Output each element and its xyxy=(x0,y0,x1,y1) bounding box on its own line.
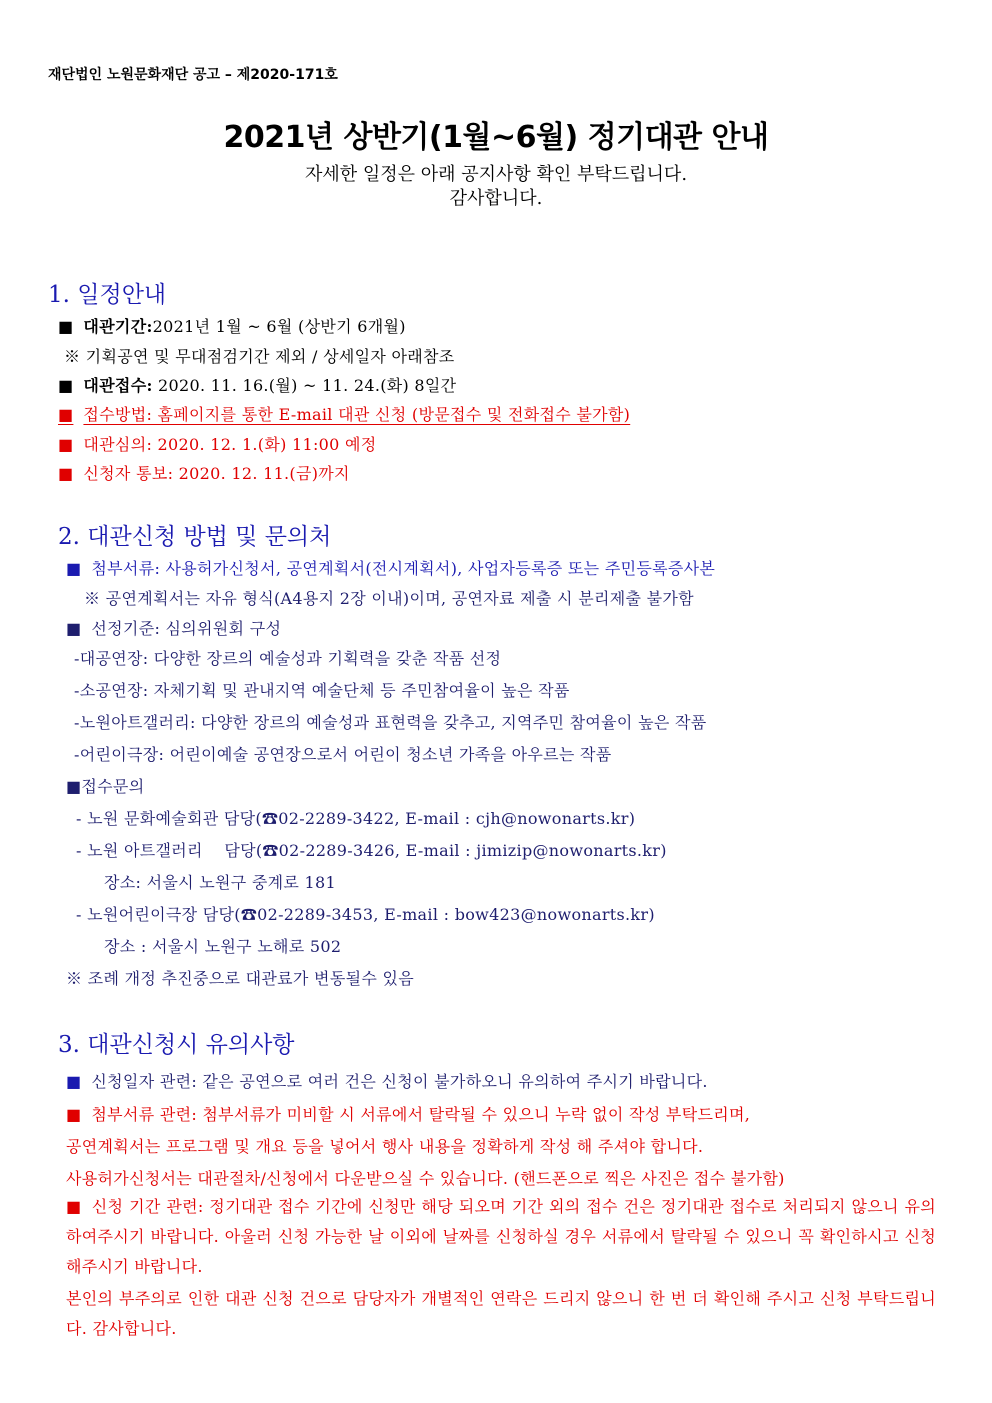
square-bullet-icon: ■ xyxy=(66,559,82,578)
contact-1: - 노원 문화예술회관 담당(☎02-2289-3422, E-mail : cjh@nowonarts.kr) xyxy=(76,809,636,828)
criteria-item: -대공연장: 다양한 장르의 예술성과 기획력을 갖춘 작품 선정 xyxy=(74,649,502,668)
contact-3: - 노원어린이극장 담당(☎02-2289-3453, E-mail : bow423@nowonarts.kr) xyxy=(76,905,655,924)
period-label: 대관기간: xyxy=(83,317,153,336)
review-text: 대관심의: 2020. 12. 1.(화) 11:00 예정 xyxy=(83,435,377,454)
date-note-text: 신청일자 관련: 같은 공연으로 여러 건은 신청이 불가하오니 유의하여 주시기 바랍니다. xyxy=(91,1072,708,1091)
section-3-heading: 3. 대관신청시 유의사항 xyxy=(58,1032,295,1058)
fee-note: ※ 조례 개정 추진중으로 대관료가 변동될수 있음 xyxy=(66,969,414,988)
reception-value: 2020. 11. 16.(월) ~ 11. 24.(화) 8일간 xyxy=(152,376,457,395)
inquiry-text: 접수문의 xyxy=(81,777,145,796)
contact-2: - 노원 아트갤러리 담당(☎02-2289-3426, E-mail : jimizip@nowonarts.kr) xyxy=(76,841,667,860)
criteria-item: -노원아트갤러리: 다양한 장르의 예술성과 표현력을 갖추고, 지역주민 참여율이 높은 작품 xyxy=(74,713,707,732)
docs-note: ※ 공연계획서는 자유 형식(A4용지 2장 이내)이며, 공연자료 제출 시 분리제출 불가함 xyxy=(84,589,694,608)
square-bullet-icon: ■ xyxy=(58,405,74,424)
doc-note-text-1: 첨부서류 관련: 첨부서류가 미비할 시 서류에서 탈락될 수 있으니 누락 없이 작성 부탁드리며, xyxy=(91,1105,751,1124)
date-note-line xyxy=(66,1069,708,1092)
subtitle-line-1: 자세한 일정은 아래 공지사항 확인 부탁드립니다. xyxy=(304,164,688,185)
period-note-text: 신청 기간 관련: 정기대관 접수 기간에 신청만 해당 되오며 기간 외의 접수 건은 정기대관 접수로 처리되지 않으니 유의하여주시기 바랍니다. 아울러 신청 가능한 날 이외에 날짜를 신청하실 경우 서류에서 탈락될 수 있으니 꼭 확인하시고 신청 해주시기 바랍니다. xyxy=(66,1197,936,1276)
criteria-line xyxy=(66,616,281,639)
doc-note-line-3: 사용허가신청서는 대관절차/신청에서 다운받으실 수 있습니다. (핸드폰으로 찍은 사진은 접수 불가함) xyxy=(66,1169,785,1188)
square-bullet-icon: ■ xyxy=(58,435,74,454)
address-2: 장소 : 서울시 노원구 노해로 502 xyxy=(104,937,342,956)
section-1-heading: 1. 일정안내 xyxy=(48,282,167,308)
docs-line xyxy=(66,556,715,579)
square-bullet-icon: ■ xyxy=(66,1197,82,1216)
square-bullet-icon: ■ xyxy=(58,464,74,483)
subtitle xyxy=(0,163,992,211)
subtitle-line-2: 감사합니다. xyxy=(449,188,543,209)
criteria-item: -소공연장: 자체기획 및 관내지역 예술단체 등 주민참여율이 높은 작품 xyxy=(74,681,570,700)
notify-line xyxy=(58,461,350,484)
docs-text: 첨부서류: 사용허가신청서, 공연계획서(전시계획서), 사업자등록증 또는 주민등록증사본 xyxy=(91,559,716,578)
inquiry-line xyxy=(66,774,144,797)
period-value: 2021년 1월 ~ 6월 (상반기 6개월) xyxy=(152,317,406,336)
criteria-item: -어린이극장: 어린이예술 공연장으로서 어린이 청소년 가족을 아우르는 작품 xyxy=(74,745,612,764)
reception-line xyxy=(58,373,456,396)
doc-note-line-2: 공연계획서는 프로그램 및 개요 등을 넣어서 행사 내용을 정확하게 작성 해 주셔야 합니다. xyxy=(66,1137,704,1156)
notice-number: 재단법인 노원문화재단 공고 – 제2020-171호 xyxy=(48,67,338,83)
page-title: 2021년 상반기(1월~6월) 정기대관 안내 xyxy=(223,120,769,155)
square-bullet-icon: ■ xyxy=(58,317,74,336)
period-note: ※ 기획공연 및 무대점검기간 제외 / 상세일자 아래참조 xyxy=(64,347,455,366)
doc-note-line-1 xyxy=(66,1102,750,1125)
final-note-paragraph: 본인의 부주의로 인한 대관 신청 건으로 담당자가 개별적인 연락은 드리지 않으니 한 번 더 확인해 주시고 신청 부탁드립니다. 감사합니다. xyxy=(66,1289,936,1338)
square-bullet-icon: ■ xyxy=(66,777,82,796)
square-bullet-icon: ■ xyxy=(66,1105,82,1124)
criteria-text: 선정기준: 심의위원회 구성 xyxy=(91,619,282,638)
section-2-heading: 2. 대관신청 방법 및 문의처 xyxy=(58,524,332,550)
square-bullet-icon: ■ xyxy=(66,619,82,638)
period-line xyxy=(58,314,406,337)
period-note-paragraph xyxy=(66,1192,936,1282)
method-text: 접수방법: 홈페이지를 통한 E-mail 대관 신청 (방문접수 및 전화접수 불가함) xyxy=(83,405,631,424)
square-bullet-icon: ■ xyxy=(58,376,74,395)
notify-text: 신청자 통보: 2020. 12. 11.(금)까지 xyxy=(83,464,350,483)
reception-label: 대관접수: xyxy=(83,376,153,395)
square-bullet-icon: ■ xyxy=(66,1072,82,1091)
address-1: 장소: 서울시 노원구 중계로 181 xyxy=(104,873,336,892)
method-line xyxy=(58,402,758,425)
review-line xyxy=(58,432,377,455)
